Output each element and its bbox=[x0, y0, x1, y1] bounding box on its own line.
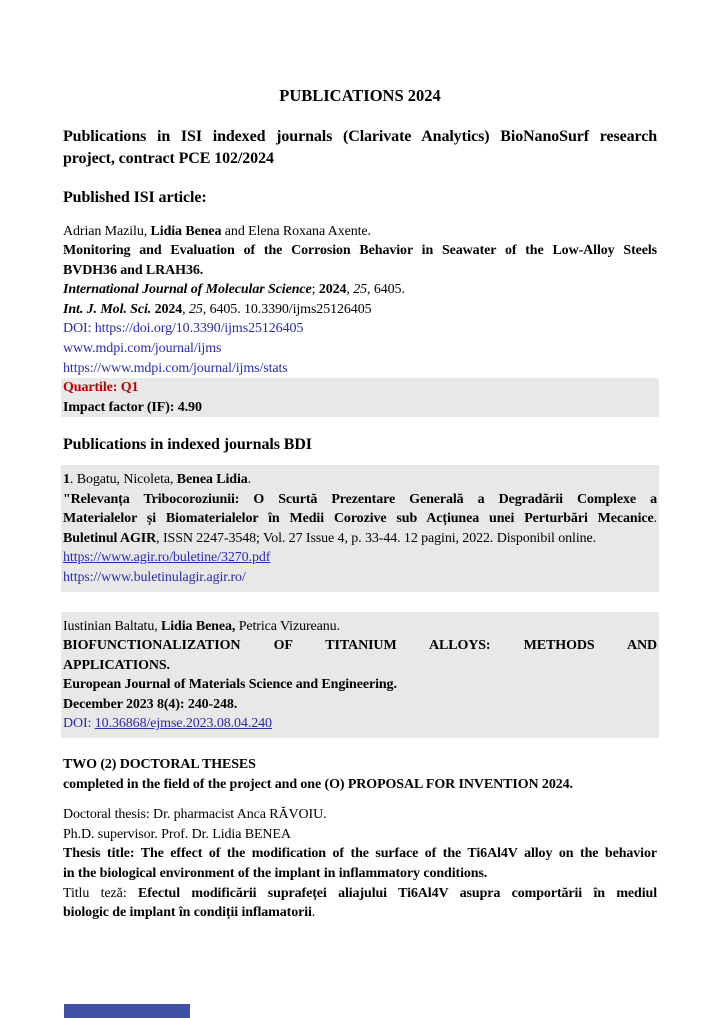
page-title: PUBLICATIONS 2024 bbox=[279, 86, 441, 105]
isi-article-stats-line bbox=[63, 359, 657, 379]
thesis-title-ro-line1 bbox=[63, 884, 657, 904]
bdi2-doi-line bbox=[63, 714, 657, 734]
doctoral-thesis-line: Doctoral thesis: Dr. pharmacist Anca RĂVOIU. bbox=[63, 807, 327, 823]
title-text: Materialelor și Biomaterialelor în Medii Corozive sub Acțiunea unei Perturbări Mecanice bbox=[63, 511, 654, 527]
author-text: . Bogatu, Nicoleta, bbox=[69, 471, 177, 487]
bdi1-pdf-line bbox=[63, 548, 657, 568]
doi-label: DOI: bbox=[63, 321, 95, 337]
thesis-title-en-line2: in the biological environment of the implant in inflammatory conditions. bbox=[63, 866, 488, 882]
supervisor-line: Ph.D. supervisor. Prof. Dr. Lidia BENEA bbox=[63, 826, 291, 842]
quartile-value: Quartile: Q1 bbox=[63, 380, 139, 396]
thesis-title-en-line1: Thesis title: The effect of the modification of the surface of the Ti6Al4V alloy on the behavior bbox=[63, 846, 657, 862]
journal-volume: 25 bbox=[353, 282, 368, 298]
journal-abbrev: Int. J. Mol. Sci. bbox=[63, 301, 152, 317]
theses-heading-line1: TWO (2) DOCTORAL THESES bbox=[63, 757, 256, 773]
isi-article-title-line1: Monitoring and Evaluation of the Corrosion Behavior in Seawater of the Low-Alloy Steels bbox=[63, 243, 657, 259]
bdi-section-heading: Publications in indexed journals BDI bbox=[63, 436, 312, 454]
footer-blue-bar bbox=[64, 1004, 190, 1018]
bdi2-title-line1: BIOFUNCTIONALIZATION OF TITANIUM ALLOYS: METHODS AND bbox=[63, 638, 657, 654]
doi-link[interactable]: https://doi.org/10.3390/ijms25126405 bbox=[94, 321, 304, 337]
separator: , bbox=[346, 282, 354, 298]
thesis-title-ro-line2 bbox=[63, 903, 657, 923]
source-name: Buletinul AGIR bbox=[63, 530, 157, 546]
isi-article-doi-line bbox=[63, 319, 657, 339]
doi-label: DOI: bbox=[63, 716, 95, 732]
mdpi-stats-link[interactable]: https://www.mdpi.com/journal/ijms/stats bbox=[63, 360, 288, 376]
isi-article-title-line2: BVDH36 and LRAH36. bbox=[63, 262, 204, 278]
separator: , bbox=[182, 301, 189, 317]
bdi2-title-line2: APPLICATIONS. bbox=[63, 657, 170, 673]
theses-heading-line2: completed in the field of the project and one (O) PROPOSAL FOR INVENTION 2024. bbox=[63, 776, 573, 792]
title-period: . bbox=[653, 511, 657, 527]
bdi-article-2 bbox=[61, 612, 659, 739]
author-highlighted: Lidia Benea, bbox=[161, 618, 236, 634]
thesis-ro-label: Titlu teză: bbox=[63, 885, 138, 901]
bdi1-site-line bbox=[63, 568, 657, 588]
separator: ; bbox=[311, 282, 319, 298]
bdi2-journal: European Journal of Materials Science and Engineering. bbox=[63, 677, 397, 693]
author-text: Petrica Vizureanu. bbox=[235, 618, 340, 634]
isi-article-abbrev-line bbox=[63, 300, 657, 320]
journal-year: 2024 bbox=[154, 301, 183, 317]
source-details: , ISSN 2247-3548; Vol. 27 Issue 4, p. 33-44. 12 pagini, 2022. Disponibil online. bbox=[156, 530, 597, 546]
isi-article-journal-line bbox=[63, 280, 657, 300]
impact-factor-value: Impact factor (IF): 4.90 bbox=[63, 399, 202, 415]
bdi2-date: December 2023 8(4): 240-248. bbox=[63, 696, 238, 712]
bdi2-authors bbox=[63, 617, 657, 637]
author-text: Iustinian Baltatu, bbox=[63, 618, 162, 634]
theses-details bbox=[63, 805, 657, 923]
author-text: and Elena Roxana Axente. bbox=[221, 223, 371, 239]
bdi1-source-line bbox=[63, 529, 657, 549]
metrics-highlight-band bbox=[61, 378, 659, 417]
thesis-ro-period: . bbox=[311, 905, 316, 921]
author-text: Adrian Mazilu, bbox=[63, 223, 151, 239]
author-highlighted: Lidia Benea bbox=[150, 223, 222, 239]
bdi1-authors bbox=[63, 470, 657, 490]
isi-heading-line2: project, contract PCE 102/2024 bbox=[63, 149, 274, 167]
isi-section-heading bbox=[63, 126, 657, 169]
document-content bbox=[63, 0, 657, 923]
journal-pages: , 6405. bbox=[367, 282, 405, 298]
isi-heading-line1: Publications in ISI indexed journals (Clarivate Analytics) BioNanoSurf research bbox=[63, 128, 657, 145]
journal-pages: , 6405. 10.3390/ijms25126405 bbox=[202, 301, 372, 317]
thesis-ro-title: biologic de implant în condiții inflamatorii bbox=[63, 905, 312, 921]
author-text: . bbox=[247, 471, 252, 487]
bdi1-title-line2 bbox=[63, 509, 657, 529]
agir-site-link[interactable]: https://www.buletinulagir.agir.ro/ bbox=[63, 569, 246, 585]
theses-heading bbox=[63, 755, 657, 794]
thesis-ro-title: Efectul modificării suprafeței aliajului Ti6Al4V asupra comportării în mediul bbox=[137, 885, 657, 901]
doi-link[interactable]: 10.36868/ejmse.2023.08.04.240 bbox=[94, 716, 272, 732]
bdi-article-1 bbox=[61, 465, 659, 592]
author-highlighted: Benea Lidia bbox=[176, 471, 248, 487]
mdpi-journal-link[interactable]: www.mdpi.com/journal/ijms bbox=[63, 341, 222, 357]
journal-volume: 25 bbox=[188, 301, 203, 317]
agir-pdf-link[interactable]: https://www.agir.ro/buletine/3270.pdf bbox=[63, 550, 271, 566]
isi-article bbox=[63, 222, 657, 418]
journal-name: International Journal of Molecular Science bbox=[63, 282, 312, 298]
isi-article-mdpi-line bbox=[63, 339, 657, 359]
entry-number: 1 bbox=[63, 471, 70, 487]
bdi1-title-line1: "Relevanța Tribocoroziunii: O Scurtă Prezentare Generală a Degradării Complexe a bbox=[63, 491, 657, 507]
isi-article-authors bbox=[63, 222, 657, 242]
journal-year: 2024 bbox=[318, 282, 347, 298]
published-isi-label: Published ISI article: bbox=[63, 189, 207, 206]
